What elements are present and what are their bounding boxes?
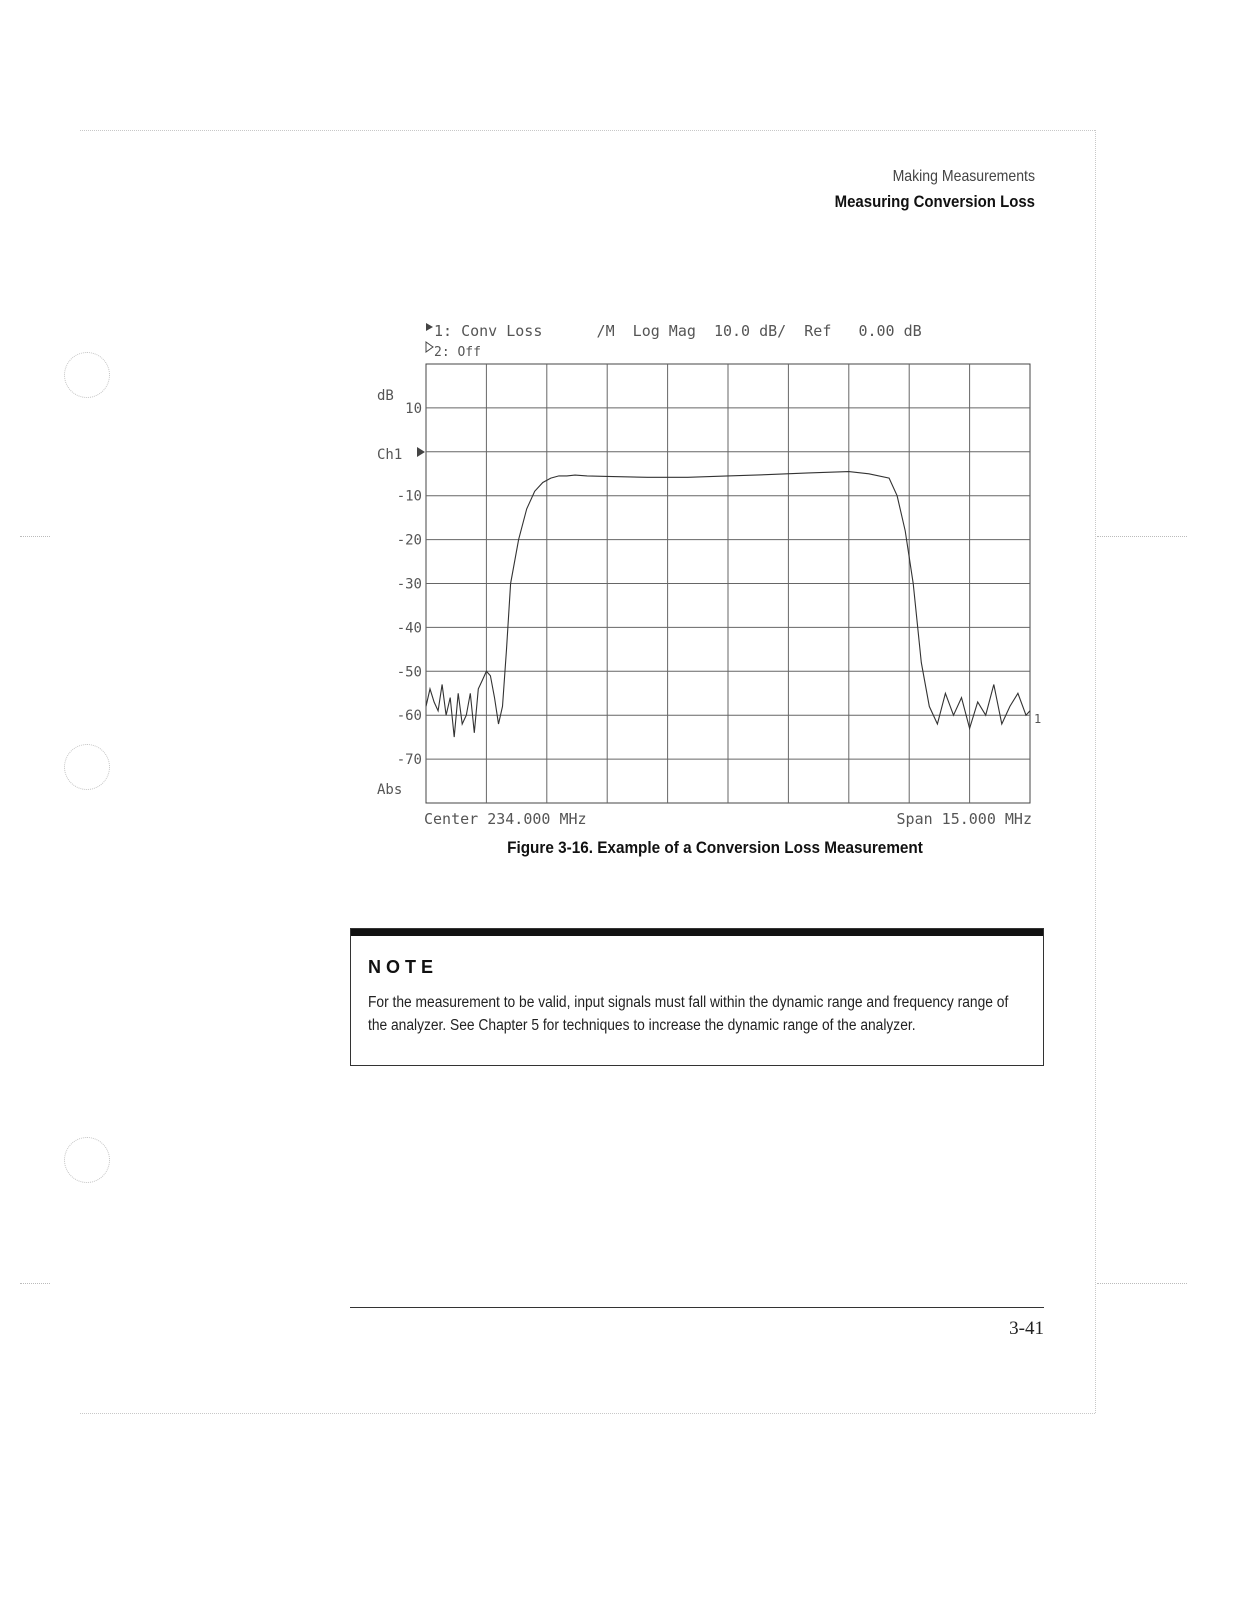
subsection-title: Measuring Conversion Loss [834, 192, 1035, 211]
y-tick-label: -70 [396, 752, 422, 769]
format-label: Abs [377, 782, 403, 798]
note-top-bar [351, 929, 1043, 936]
ref-marker-label: Ch1 [377, 447, 403, 463]
status-line-2: 2: Off [434, 345, 481, 360]
trace-end-label: 1 [1034, 712, 1042, 726]
x-label-right: Span 15.000 MHz [896, 810, 1032, 828]
y-tick-label: -30 [396, 576, 422, 593]
note-title: NOTE [368, 957, 439, 977]
status-line-1: 1: Conv Loss /M Log Mag 10.0 dB/ Ref 0.00 dB [434, 322, 922, 340]
reference-position-icon [417, 447, 425, 457]
y-tick-label: -20 [396, 532, 422, 549]
y-tick-label: -40 [396, 620, 422, 637]
section-title: Making Measurements [892, 168, 1035, 185]
y-tick-label: -10 [396, 488, 422, 505]
note-body: For the measurement to be valid, input signals must fall within the dynamic range and frequency range of the analyzer. See Chapter 5 for techniques to increase the dynamic range of the analyzer. [368, 994, 1009, 1034]
y-unit-label: dB [377, 388, 394, 404]
y-tick-label: -60 [396, 708, 422, 725]
footer-rule [350, 1307, 1044, 1308]
y-tick-label: 10 [405, 400, 422, 417]
x-label-left: Center 234.000 MHz [424, 810, 587, 828]
y-tick-label: -50 [396, 664, 422, 681]
active-channel-marker-icon [426, 323, 433, 331]
page-number: 3-41 [1009, 1318, 1044, 1339]
chart-grid [426, 364, 1030, 803]
figure-caption: Figure 3-16. Example of a Conversion Loss Measurement [507, 838, 923, 857]
inactive-channel-marker-icon [426, 342, 433, 352]
note-box [350, 928, 1044, 1066]
